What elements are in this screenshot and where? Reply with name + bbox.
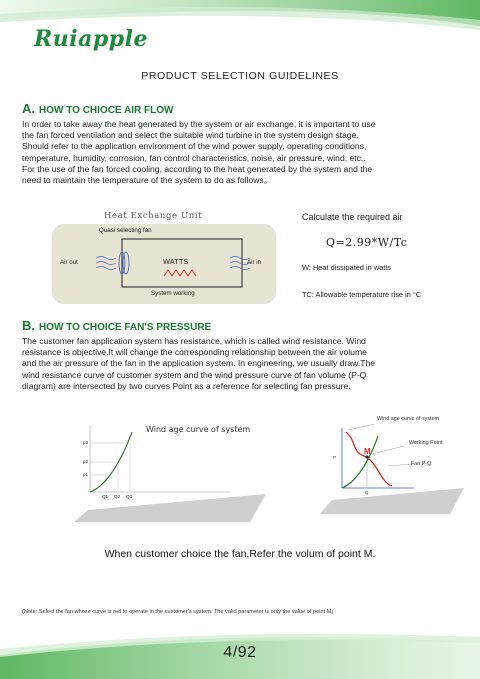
para-line: Should refer to the application environment of the wind power supply, operating conditions,: [22, 141, 367, 152]
para-line: temperature, humidity, corrosion, fan control characteristics, noise, air pressure, wind, etc..: [22, 152, 366, 163]
calc-formula: Q=2.99*W/Tc: [326, 236, 408, 249]
conclusion-text: When customer choice the fan,Refer the volum of point M.: [104, 548, 376, 560]
air-in-label: Air in: [247, 259, 262, 266]
calc-tc-definition: TC: Allowable temperature rise in °C: [302, 290, 422, 299]
chart2-x-label: Q: [365, 490, 369, 495]
fan-label: Quasi selecting fan: [99, 227, 152, 234]
para-line: and the air pressure of the fan in the application system. In engineering, we usually draw.The: [22, 358, 376, 369]
chart1-ytick: p2: [83, 459, 89, 464]
air-out-arrows-icon: [96, 257, 116, 270]
working-point-label: Working Point: [409, 440, 443, 446]
calc-w-definition: W: Heat dissipated in watts: [302, 263, 392, 272]
section-b-paragraph: [22, 336, 458, 392]
para-line: diagram) are intersected by two curves Point as a reference for selecting fan pressure.: [22, 380, 351, 391]
section-a-letter: A.: [22, 101, 35, 116]
section-b-heading: [22, 318, 211, 333]
chart2-title: Wind age curve of system: [377, 416, 440, 422]
chart1-title: Wind age curve of system: [146, 425, 251, 434]
page-title: PRODUCT SELECTION GUIDELINES: [141, 70, 339, 82]
chart2-graphic: [318, 418, 468, 518]
fan-pq-curve: [346, 432, 392, 486]
para-line: The customer fan application system has resistance, which is called wind resistance. Wind: [22, 336, 366, 346]
chart1-ytick: p3: [83, 440, 89, 445]
brand-logo: Ruiapple: [34, 26, 149, 52]
chart2-y-label: P: [333, 455, 337, 460]
heat-diagram-title: Heat Exchange Unit: [104, 211, 203, 221]
fan-icon: [119, 252, 129, 274]
footnote: (Note: Select the fan whose curve is red to operate in the customer's system. The valid parameter is only the value of point M): [22, 609, 334, 615]
watts-label: WATTS: [163, 257, 189, 266]
section-b-letter: B.: [22, 318, 35, 333]
para-line: For the use of the fan forced cooling, according to the heat generated by the system and the: [22, 163, 373, 174]
air-out-label: Air out: [60, 259, 78, 266]
section-a-title: HOW TO CHIOCE AIR FLOW: [39, 105, 174, 116]
para-line: In order to take away the heat generated by the system or air exchange, it is important to use: [22, 119, 376, 129]
para-line: the fan forced ventilation and select the suitable wind turbine in the system design stage.: [22, 130, 359, 141]
fan-pq-label: Fan P-Q: [411, 461, 432, 467]
chart1-ytick: p1: [83, 472, 89, 477]
section-a-paragraph: [22, 119, 458, 186]
chart2-shadow: [320, 488, 464, 514]
section-a-heading: [22, 101, 173, 116]
calc-heading: Calculate the required air: [302, 212, 403, 222]
section-b-title: HOW TO CHOICE FAN'S PRESSURE: [39, 322, 212, 333]
system-working-label: System working: [151, 290, 195, 297]
chart1-xtick: Q2: [114, 494, 121, 499]
page-number: 4/92: [223, 644, 257, 661]
point-m-label: M: [364, 447, 371, 456]
para-line: need to maintain the temperature of the system to do as follows。: [22, 175, 273, 186]
para-line: resistance is objective.It will change the corresponding relationship between the air volume: [22, 347, 367, 358]
chart1-xtick: Q1: [102, 494, 109, 499]
para-line: wind resistance curve of customer system and the wind pressure curve of fan volume (P-Q: [22, 369, 367, 380]
heater-icon: [164, 270, 196, 276]
chart1-xtick: Q3: [126, 494, 133, 499]
